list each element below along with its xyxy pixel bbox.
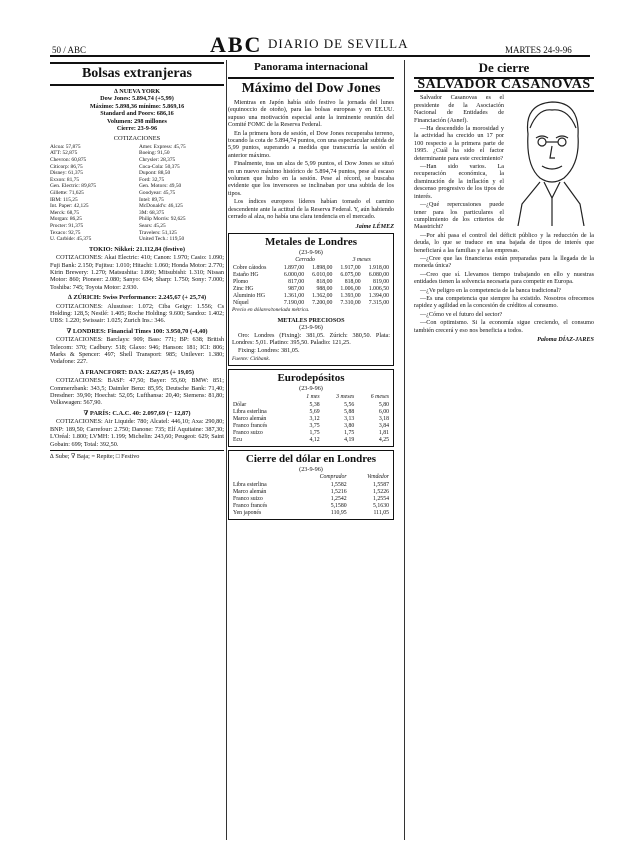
- bolsas-legend: ∆ Sube; ∇ Baja; = Repite; □ Festivo: [50, 452, 140, 460]
- ny-header: ∆ NUEVA YORK: [113, 88, 161, 95]
- metal-name: Estaño HG: [233, 272, 259, 279]
- interview-paragraph: —¿Ve peligro en la competencia de la banca tradicional?: [420, 286, 561, 294]
- panorama-headline: Máximo del Dow Jones: [241, 81, 381, 96]
- metales-box: [228, 233, 394, 366]
- metal-price: 1.897,00: [283, 265, 305, 272]
- table-row: [232, 489, 390, 496]
- portrait-caricature: [508, 94, 594, 226]
- table-row: [232, 300, 390, 307]
- ny-summary: [50, 95, 224, 132]
- metal-price: 1.394,00: [368, 293, 389, 300]
- eurodepositos-rate: 3,75: [309, 422, 320, 429]
- table-row: [232, 286, 390, 293]
- eurodepositos-title: Eurodepósitos: [277, 372, 345, 385]
- table-row: [232, 430, 390, 437]
- eurodepositos-rate: 4,25: [378, 436, 389, 443]
- ny-quote: Chrysler: 28,375: [139, 157, 176, 164]
- dolar-rate: 1,5582: [330, 481, 347, 488]
- tokio-quotes: COTIZACIONES: Akai Electric: 410; Canon: 1.970; Casio: 1.090; Fuji Bank: 2.150; Fujitsu: 1.010; Hitachi: 1.060; Honda Motor: 2.770; Kirin Brewery: 1.270; Matsushita: 1.860; Mitsubishi: 1.310; Nissan Motor: 860; Pioneer: 2.080; Sanyo: 634; Sharp: 1.750; Sony: 7.000; Toshiba: 745; Toyota Motor: 2.930.: [50, 254, 224, 291]
- table-row: [232, 437, 390, 444]
- metales-col-3m: 3 meses: [352, 257, 371, 264]
- ny-quote: ATT: 52,875: [50, 150, 78, 157]
- table-row: [232, 402, 390, 409]
- francfort-index: ∆ FRANCFORT: DAX: 2.627,95 (+ 19,05): [79, 368, 195, 376]
- eurodepositos-rate: 4,12: [309, 436, 320, 443]
- page-number: 50 / ABC: [52, 45, 87, 55]
- bolsas-title: Bolsas extranjeras: [81, 66, 193, 81]
- panorama-paragraph: Finalmente, tras un alza de 5,99 puntos, el Dow Jones se situó en un nuevo máximo histórico de 5.894,74 puntos, pese al escaso volumen que hubo en la sesión. Pese al récord, se buscaba evidente que los inversores se inclinaban por una subida de los tipos.: [228, 160, 394, 197]
- ny-quote: Ford: 32,75: [139, 176, 165, 183]
- eurodepositos-rate: 5,56: [344, 401, 355, 408]
- ny-quote: Goodyear: 45,75: [139, 190, 176, 196]
- metal-name: Níquel: [233, 300, 249, 307]
- eurodepositos-rate: 3,80: [344, 422, 355, 429]
- eurodepositos-date: (23-9-96): [299, 385, 323, 393]
- eurodepositos-rate: 3,13: [344, 415, 355, 422]
- ny-quote: United Tech.: 119,50: [139, 236, 185, 243]
- panorama-author: Jaime LÉMEZ: [355, 222, 394, 230]
- panorama-paragraph: Mientras en Japón había sido festivo la jornada del lunes (equinoccio de otoño), para las bolsas europeas y en EE.UU. supuso una motivación especial ante la inminente reunión del Comité FOMC de la Reserva Federal.: [228, 99, 394, 129]
- ny-quote: Travelers: 51,125: [139, 229, 177, 236]
- dolar-rate: 111,05: [373, 509, 389, 516]
- metal-price: 818,00: [344, 279, 361, 286]
- dolar-date: (23-9-96): [299, 465, 323, 473]
- interview-paragraph: —¿Cómo ve el futuro del sector?: [420, 310, 503, 318]
- ny-quote: Morgan: 86,25: [50, 216, 82, 223]
- masthead-logo: ABC: [210, 32, 263, 57]
- ny-quote: Citicorp: 86,75: [50, 163, 83, 170]
- ny-quote: Boeing: 91,50: [139, 150, 170, 157]
- table-row: [232, 482, 390, 489]
- metales-col-close: Cerrado: [295, 257, 315, 264]
- ny-quote: Gen. Motors: 49,50: [139, 183, 182, 190]
- londres-index: ∇ LONDRES: Financial Times 100: 3.950,70 (-4,40): [66, 327, 208, 335]
- interview-paragraph: —Es una competencia que siempre ha existido. Nosotros ofrecemos rapidez y agilidad en la concesión de créditos al consumo.: [414, 294, 594, 310]
- dolar-rate: 1,5587: [373, 481, 389, 488]
- table-row: [232, 293, 390, 300]
- metal-price: 1.006,00: [340, 286, 361, 293]
- eurodepositos-col-header: 6 meses: [370, 393, 389, 400]
- eurodepositos-box: [228, 369, 394, 446]
- interview-paragraph: Salvador Casanovas es el presidente de la Asociación Nacional de Entidades de Financiación (Asnef).: [414, 94, 504, 124]
- zurich-index: ∆ ZÚRICH: Swiss Performance: 2.245,67 (+ 25,74): [67, 294, 207, 302]
- ny-quote: Sears: 45,25: [139, 222, 166, 229]
- ny-cotizaciones-label: COTIZACIONES: [113, 135, 161, 143]
- interview-paragraph: —¿Cree que las financieras están preparadas para la llegada de la moneda única?: [414, 254, 594, 270]
- ny-quote: Intel: 89,75: [139, 196, 164, 203]
- eurodepositos-rate: 5,80: [378, 401, 389, 408]
- ny-summary-line: Cierre: 23-9-96: [116, 125, 158, 133]
- eurodepositos-row-name: Franco francés: [233, 422, 268, 429]
- metal-price: 987,00: [288, 286, 305, 293]
- table-row: [232, 423, 390, 430]
- metal-price: 1.362,00: [312, 293, 333, 300]
- panorama-body: [228, 99, 394, 221]
- paris-index: ∇ PARÍS: C.A.C. 40: 2.097,69 (− 12,87): [83, 409, 191, 417]
- table-row: [232, 416, 390, 423]
- eurodepositos-rate: 3,18: [378, 415, 389, 422]
- dolar-col-header: Comprador: [319, 473, 347, 480]
- eurodepositos-rate: 1,75: [309, 429, 320, 436]
- ny-quote: Dupont: 88,50: [139, 170, 171, 177]
- dolar-rate: 5,1580: [330, 502, 347, 509]
- dolar-rate: 1,2542: [330, 495, 347, 502]
- ny-summary-line: Volumen: 298 millones: [107, 117, 167, 125]
- metal-price: 1.393,00: [340, 293, 361, 300]
- ny-quote: IBM: 115,25: [50, 196, 78, 203]
- metal-name: Zinc HG: [233, 286, 254, 293]
- interview-paragraph: —Con optimismo. Si la economía sigue creciendo, el consumo también crecerá y eso nos beneficia a todos.: [414, 319, 594, 334]
- metal-name: Cobre cátodos: [233, 265, 267, 272]
- ny-quote: Alcoa: 57,875: [50, 143, 81, 150]
- metal-price: 6.010,00: [312, 272, 333, 279]
- ny-quote: Gillette: 71,625: [50, 190, 84, 196]
- eurodepositos-rate: 5,69: [309, 408, 320, 415]
- interview-paragraph: —Creo que sí. Llevamos tiempo trabajando en ello y nuestras entidades tienen la solvencia necesaria para competir en Europa.: [414, 270, 594, 286]
- eurodepositos-row-name: Ecu: [233, 436, 243, 443]
- masthead: [0, 0, 620, 57]
- table-row: [232, 279, 390, 286]
- dolar-title: Cierre del dólar en Londres: [245, 452, 377, 465]
- dolar-row-name: Yen japonés: [233, 509, 262, 516]
- metal-price: 7.315,00: [368, 300, 389, 307]
- eurodepositos-rate: 3,12: [309, 415, 320, 422]
- ny-quotes-list: [50, 144, 224, 243]
- eurodepositos-col-header: 3 meses: [336, 393, 355, 400]
- dolar-rate: 1,5226: [373, 488, 389, 495]
- paris-quotes: COTIZACIONES: Air Liquide: 780; Alcatel: 446,10; Axa: 290,80; BNP: 189,50; Carrefour: 2.750; Danone: 735; Elf Aquitaine: 387,30; L'Oréal: 1.800; LVMH: 1.199; Michelin: 243,60; Peugeot: 629; Saint Gobain: 699; Total: 392,50.: [50, 418, 224, 448]
- interview-paragraph: —Ha descendido la morosidad y la actividad ha crecido un 17 por 100 respecto a la primera parte de 1995. ¿Cuál ha sido el factor determinante para este crecimiento?: [414, 125, 504, 162]
- eurodepositos-rate: 5,88: [344, 408, 355, 415]
- ny-quote: McDonald's: 46,125: [139, 203, 183, 210]
- metal-price: 1.898,00: [312, 265, 333, 272]
- metal-price: 7.310,00: [340, 300, 361, 307]
- metal-price: 819,00: [373, 279, 389, 286]
- ny-quote: Exxon: 81,75: [50, 176, 80, 183]
- interview-paragraph: —Han sido varios. La recuperación económica, la disminución de la inflación y el descenso progresivo de los tipos de interés.: [414, 163, 504, 200]
- eurodepositos-row-name: Dólar: [233, 401, 247, 408]
- preciosos-title: METALES PRECIOSOS: [277, 316, 345, 324]
- metal-price: 6.075,00: [340, 272, 361, 279]
- dolar-row-name: Franco suizo: [233, 495, 263, 502]
- dolar-col-header: Vendedor: [367, 473, 389, 480]
- dolar-row-name: Libra esterlina: [233, 481, 267, 488]
- panorama-kicker: Panorama internacional: [254, 61, 368, 73]
- eurodepositos-rate: 1,81: [378, 429, 389, 436]
- metales-source: Fuente: Citibank.: [232, 355, 271, 362]
- eurodepositos-row-name: Franco suizo: [233, 429, 263, 436]
- dolar-rate: 110,95: [330, 509, 347, 516]
- section-rule: [50, 84, 224, 86]
- dolar-box: [228, 450, 394, 520]
- interview-paragraph: —¿Qué repercusiones puede tener para los particulares el cumplimiento de los criterios de Maastricht?: [414, 201, 504, 231]
- ny-quote: U. Carbide: 45,375: [50, 236, 92, 243]
- table-row: [232, 409, 390, 416]
- section-rule: [228, 77, 394, 79]
- metal-name: Aluminio HG: [233, 293, 266, 300]
- ny-quote: Amer. Express: 45,75: [139, 143, 186, 150]
- eurodepositos-table: [232, 393, 390, 444]
- eurodepositos-rate: 6,00: [378, 408, 389, 415]
- eurodepositos-row-name: Libra esterlina: [233, 408, 267, 415]
- section-rule: [50, 62, 224, 64]
- dolar-row-name: Franco francés: [233, 502, 268, 509]
- masthead-subtitle: DIARIO DE SEVILLA: [268, 36, 409, 51]
- dolar-rate: 5,1630: [373, 502, 389, 509]
- metal-price: 7.190,00: [283, 300, 305, 307]
- eurodepositos-rate: 3,84: [378, 422, 389, 429]
- francfort-quotes: COTIZACIONES: BASF: 47,50; Bayer: 55,60; BMW: 851; Commerzbank: 343,5; Daimler Benz: 85,95; Deutsche Bank: 71,40; Dresdner: 39,90; Hoechst: 52,05; Lufthansa: 20,40; Siemens: 81,80; Volkswagen: 567,90.: [50, 377, 224, 407]
- bolsas-column: [50, 60, 224, 840]
- eurodepositos-rate: 1,75: [344, 429, 355, 436]
- ny-quote: Gen. Electric: 89,875: [50, 183, 97, 190]
- metal-price: 6.000,00: [283, 272, 305, 279]
- masthead-rule: [50, 55, 590, 57]
- legend-rule: [50, 450, 224, 451]
- ny-quote: Philip Morris: 92,625: [139, 216, 186, 223]
- metal-price: 1.917,00: [340, 265, 361, 272]
- table-row: [232, 265, 390, 272]
- panorama-paragraph: En la primera hora de sesión, el Dow Jones recuperaba terreno, tocando la cota de 5.894,74 puntos, con una espectacular subida de 5,99 puntos, superando a medida que transcurría la sesión el anterior máximo.: [228, 129, 394, 159]
- table-row: [232, 503, 390, 510]
- metal-name: Plomo: [233, 279, 249, 286]
- table-row: [232, 510, 390, 517]
- interviewee-name: SALVADOR CASANOVAS: [417, 77, 591, 92]
- ny-summary-line: Máximo: 5.898,36 mínimo: 5.869,16: [89, 102, 185, 110]
- cierre-column: [414, 60, 594, 840]
- ny-quote: Procter: 91,375: [50, 222, 84, 229]
- interview-paragraph: —Por ahí pasa el control del déficit público y la reducción de la deuda, lo que se traduce en una bajada de tipos de interés que beneficiará a las familias y a las empresas.: [414, 231, 594, 254]
- metal-price: 6.080,00: [368, 272, 389, 279]
- ny-quote: Merck: 68,75: [50, 209, 80, 216]
- ny-summary-line: Standard and Poors: 686,16: [100, 110, 174, 118]
- ny-quote: Coca-Cola: 50,375: [139, 163, 180, 170]
- masthead-date: MARTES 24-9-96: [505, 45, 572, 55]
- eurodepositos-row-name: Marco alemán: [233, 415, 267, 422]
- eurodepositos-rate: 5,38: [309, 401, 320, 408]
- metal-price: 1.361,00: [283, 293, 305, 300]
- metal-price: 1.918,00: [368, 265, 389, 272]
- metales-note: Precio en dólares/tonelada métrica.: [232, 307, 310, 314]
- cierre-author: Paloma DÍAZ-JARES: [537, 336, 594, 343]
- column-divider: [404, 60, 405, 840]
- metal-price: 818,00: [316, 279, 333, 286]
- eurodepositos-col-header: 1 mes: [306, 393, 320, 400]
- metal-price: 7.200,00: [312, 300, 333, 307]
- tokio-index: TOKIO: Nikkei: 21.112,84 (festivo): [89, 245, 185, 253]
- ny-quote: Disney: 61,375: [50, 170, 83, 177]
- preciosos-fixing: Fixing: Londres: 381,05.: [238, 347, 300, 355]
- ny-summary-line: Dow Jones: 5.894,74 (+5,99): [100, 95, 174, 103]
- table-row: [232, 496, 390, 503]
- cierre-kicker: De cierre: [478, 60, 530, 75]
- column-divider: [226, 60, 227, 840]
- dolar-rate: 1,5216: [330, 488, 347, 495]
- eurodepositos-rate: 4,19: [344, 436, 355, 443]
- dolar-table: [232, 473, 390, 517]
- dolar-rate: 1,2554: [373, 495, 389, 502]
- metales-title: Metales de Londres: [264, 235, 358, 248]
- panorama-paragraph: Los índices europeos líderes habían tomado el camino descendente ante la actitud de la Reserva Federal. Y, aún habiendo cerrado al alza, no había una clara tendencia en el mercado.: [228, 198, 394, 221]
- ny-quote: 3M: 68,375: [139, 209, 165, 216]
- ny-quote: Chevron: 60,875: [50, 157, 87, 164]
- preciosos-date: (23-9-96): [299, 324, 323, 332]
- metal-price: 817,00: [288, 279, 305, 286]
- metal-price: 1.006,50: [368, 286, 389, 293]
- metales-table: [232, 256, 390, 307]
- zurich-quotes: COTIZACIONES: Alusuisse: 1.072; Ciba Geigy: 1.556; Cs Holding: 128,5; Nestlé: 1.405; Roche Holding: 9.600; Sandoz: 1.402; UBS: 1.220; Swissair: 1.025; Zurich Ins.: 346.: [50, 302, 224, 325]
- table-row: [232, 272, 390, 279]
- metales-date: (23-9-96): [299, 248, 323, 256]
- metal-price: 988,00: [316, 286, 333, 293]
- ny-quote: Texaco: 92,75: [50, 229, 81, 236]
- ny-quote: Int. Paper: 42,125: [50, 203, 89, 210]
- dolar-row-name: Marco alemán: [233, 488, 267, 495]
- panorama-column: [228, 60, 394, 840]
- londres-quotes: COTIZACIONES: Barclays: 909; Bass: 771; BP: 638; British Telecom: 370; Cadbury: 518; Glaxo: 946; Hanson: 181; ICI: 806; Marks & Spencer: 497; Shell Transport: 985; Unilever: 1.380; Vodafone: 227.: [50, 336, 224, 366]
- preciosos-text: Oro: Londres (Fixing): 381,05. Zúrich: 380,50. Plata: Londres: 5,01. Platino: 395,50. Paladio: 121,25.: [232, 331, 390, 346]
